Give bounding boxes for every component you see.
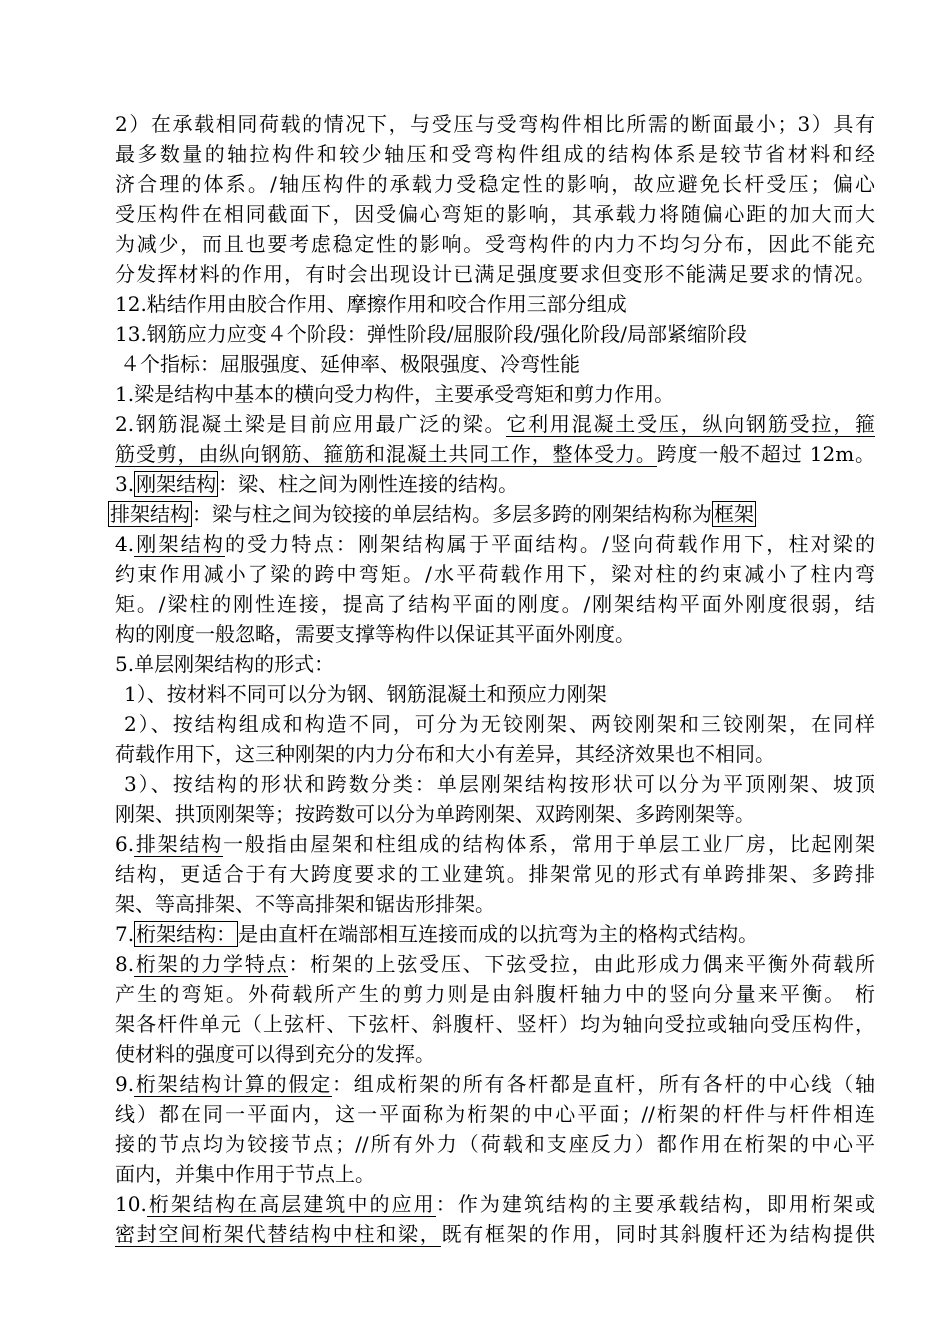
text-line [115,1219,875,1249]
text-line [115,469,875,499]
text-line: 刚架、拱顶刚架等；按跨数可以分为单跨刚架、双跨刚架、多跨刚架等。 [115,802,755,826]
text-segment: 是由直杆在端部相互连接而成的以抗弯为主的格构式结构。 [238,922,759,946]
text-segment: ：梁、柱之间为刚性连接的结构。 [218,472,519,496]
text-line: 产生的弯矩。外荷载所产生的剪力则是由斜腹杆轴力中的竖向分量来平衡。 桁 [115,982,875,1006]
text-segment: ：作为建筑结构的主要承载结构，即用桁架或 [435,1192,875,1216]
text-line: 分发挥材料的作用，有时会出现设计已满足强度要求但变形不能满足要求的情况。 [115,262,875,286]
item-number: 7. [115,922,135,946]
text-line: 构的刚度一般忽略，需要支撑等构件以保证其平面外刚度。 [115,622,635,646]
text-line: 受压构件在相同截面下，因受偏心弯矩的影响，其承载力将随偏心距的加大而大 [115,202,875,226]
text-line: 接的节点均为铰接节点；//所有外力（荷载和支座反力）都作用在桁架的中心平 [115,1132,875,1156]
text-line: 为减少，而且也要考虑稳定性的影响。受弯构件的内力不均匀分布，因此不能充 [115,232,875,256]
text-line [115,829,875,859]
text-segment: 跨度一般不超过 12m。 [656,442,875,466]
text-line: 济合理的体系。/轴压构件的承载力受稳定性的影响，故应避免长杆受压；偏心 [115,172,875,196]
item-number: 9. [115,1072,135,1096]
text-segment: ：桁架的上弦受压、下弦受拉，由此形成力偶来平衡外荷载所 [288,952,875,976]
text-line: 结构，更适合于有大跨度要求的工业建筑。排架常见的形式有单跨排架、多跨排 [115,862,875,886]
text-segment: ：梁与柱之间为铰接的单层结构。多层多跨的刚架结构称为 [192,502,712,526]
item-number: 4. [115,532,135,556]
text-line [115,949,875,979]
text-line: 矩。/梁柱的刚性连接，提高了结构平面的刚度。/刚架结构平面外刚度很弱，结 [115,592,875,616]
text-line: 使材料的强度可以得到充分的发挥。 [115,1042,435,1066]
text-line: 13.钢筋应力应变４个阶段：弹性阶段/屈服阶段/强化阶段/局部紧缩阶段 [115,322,748,346]
underlined-text: 排架结构 [134,832,224,856]
underlined-text: 桁架结构计算的假定 [134,1072,333,1096]
text-line: 架各杆件单元（上弦杆、下弦杆、斜腹杆、竖杆）均为轴向受拉或轴向受压构件， [115,1012,875,1036]
text-line: 2）、按结构组成和构造不同，可分为无铰刚架、两铰刚架和三铰刚架，在同样 [124,712,875,736]
text-line: 面内，并集中作用于节点上。 [115,1162,375,1186]
text-line [115,439,875,469]
item-number: 8. [115,952,135,976]
text-line: 最多数量的轴拉构件和较少轴压和受弯构件组成的结构体系是较节省材料和经 [115,142,875,166]
text-line [108,499,875,529]
text-line [115,529,875,559]
item-number: 3. [115,472,135,496]
text-line: 1）、按材料不同可以分为钢、钢筋混凝土和预应力刚架 [124,682,607,706]
text-line [115,409,875,439]
text-line: ４个指标：屈服强度、延伸率、极限强度、冷弯性能 [120,352,580,376]
text-line: 3）、按结构的形状和跨数分类：单层刚架结构按形状可以分为平顶刚架、坡顶 [124,772,875,796]
underlined-text: 筋受剪，由纵向钢筋、箍筋和混凝土共同工作，整体受力。 [115,442,657,466]
boxed-term: 排架结构 [110,502,190,526]
item-number: 6. [115,832,135,856]
text-line [115,919,875,949]
text-line [115,1069,875,1099]
text-line: 架、等高排架、不等高排架和锯齿形排架。 [115,892,495,916]
item-number: 10. [115,1192,147,1216]
text-line [115,1189,875,1219]
boxed-term: 桁架结构： [136,922,237,946]
text-line: 2）在承载相同荷载的情况下，与受压与受弯构件相比所需的断面最小；3）具有 [115,112,875,136]
text-line: 1.梁是结构中基本的横向受力构件，主要承受弯矩和剪力作用。 [115,382,675,406]
text-segment: 2.钢筋混凝土梁是目前应用最广泛的梁。 [115,412,507,436]
text-segment: 的受力特点：刚架结构属于平面结构。/竖向荷载作用下，柱对梁的 [225,532,875,556]
underlined-text: 它利用混凝土受压，纵向钢筋受拉，箍 [506,412,875,436]
text-line: 线）都在同一平面内，这一平面称为桁架的中心平面；//桁架的杆件与杆件相连 [115,1102,875,1126]
underlined-text: 桁架结构在高层建筑中的应用 [146,1192,436,1216]
boxed-term: 刚架结构 [136,472,217,496]
text-segment: ：组成桁架的所有各杆都是直杆，所有各杆的中心线（轴 [332,1072,875,1096]
underlined-text: 刚架结构 [134,532,225,556]
text-line: 12.粘结作用由胶合作用、摩擦作用和咬合作用三部分组成 [115,292,627,316]
text-line: 荷载作用下，这三种刚架的内力分布和大小有差异，其经济效果也不相同。 [115,742,775,766]
underlined-text: 密封空间桁架代替结构中柱和梁， [115,1222,442,1246]
underlined-text: 桁架的力学特点 [134,952,289,976]
text-segment: 一般指由屋架和柱组成的结构体系，常用于单层工业厂房，比起刚架 [223,832,875,856]
text-line: 约束作用减小了梁的跨中弯矩。/水平荷载作用下，梁对柱的约束减小了柱内弯 [115,562,875,586]
text-line: 5.单层刚架结构的形式： [115,652,335,676]
boxed-term: 框架 [714,502,754,526]
text-segment: 既有框架的作用，同时其斜腹杆还为结构提供 [441,1222,875,1246]
